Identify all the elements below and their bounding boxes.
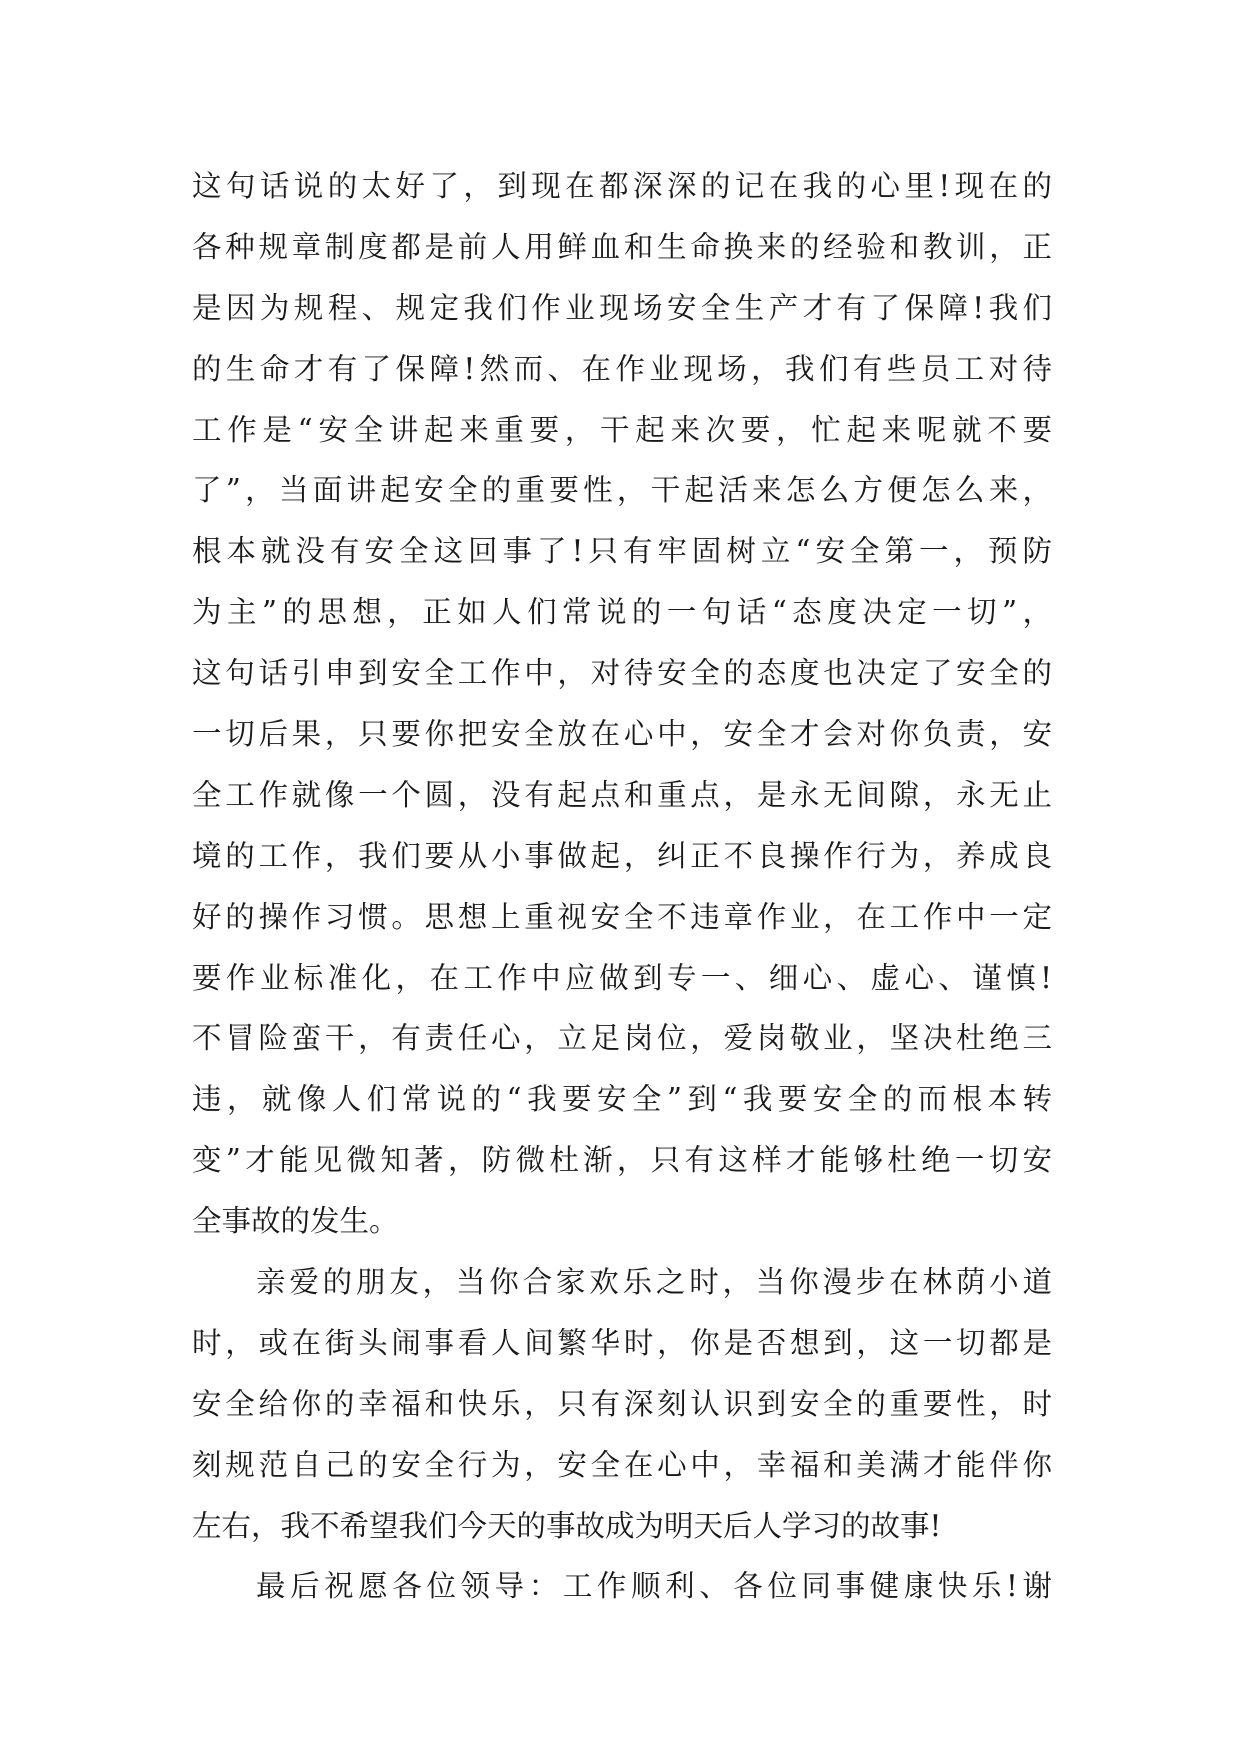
text-line: 境的工作，我们要从小事做起，纠正不良操作行为，养成良 — [192, 838, 1052, 873]
text-line: 不冒险蛮干，有责任心，立足岗位，爱岗敬业，坚决杜绝三 — [192, 1021, 1052, 1056]
text-line: 工作是“安全讲起来重要，干起来次要，忙起来呢就不要 — [192, 412, 1052, 447]
text-line: 刻规范自己的安全行为，安全在心中，幸福和美满才能伴你 — [192, 1447, 1052, 1482]
text-line: 的生命才有了保障!然而、在作业现场，我们有些员工对待 — [192, 351, 1052, 386]
text-line: 要作业标准化，在工作中应做到专一、细心、虚心、谨慎! — [192, 960, 1052, 995]
text-line: 这句话说的太好了，到现在都深深的记在我的心里!现在的 — [192, 169, 1052, 203]
text-line: 安全给你的幸福和快乐，只有深刻认识到安全的重要性，时 — [192, 1386, 1052, 1421]
text-line: 是因为规程、规定我们作业现场安全生产才有了保障!我们 — [192, 290, 1052, 325]
text-line: 根本就没有安全这回事了!只有牢固树立“安全第一，预防 — [192, 534, 1052, 569]
text-line: 这句话引申到安全工作中，对待安全的态度也决定了安全的 — [192, 656, 1052, 691]
text-line: 时，或在街头闹事看人间繁华时，你是否想到，这一切都是 — [192, 1325, 1052, 1360]
text-line: 了”，当面讲起安全的重要性，干起活来怎么方便怎么来， — [192, 473, 1052, 508]
text-line: 好的操作习惯。思想上重视安全不违章作业，在工作中一定 — [192, 899, 1052, 934]
text-line: 违，就像人们常说的“我要安全”到“我要安全的而根本转 — [192, 1082, 1052, 1117]
text-line: 左右，我不希望我们今天的事故成为明天后人学习的故事! — [192, 1508, 942, 1543]
text-line: 全工作就像一个圆，没有起点和重点，是永无间隙，永无止 — [192, 777, 1052, 812]
text-line: 全事故的发生。 — [192, 1204, 399, 1239]
body-text — [192, 156, 1052, 1617]
text-line: 各种规章制度都是前人用鲜血和生命换来的经验和教训，正 — [192, 229, 1052, 264]
text-line: 为主”的思想，正如人们常说的一句话“态度决定一切”， — [192, 595, 1052, 630]
text-line: 变”才能见微知著，防微杜渐，只有这样才能够杜绝一切安 — [192, 1143, 1052, 1178]
paragraph-first-line: 最后祝愿各位领导：工作顺利、各位同事健康快乐!谢 — [256, 1569, 1052, 1604]
text-line: 一切后果，只要你把安全放在心中，安全才会对你负责，安 — [192, 717, 1052, 752]
paragraph-first-line: 亲爱的朋友，当你合家欢乐之时，当你漫步在林荫小道 — [256, 1265, 1052, 1300]
